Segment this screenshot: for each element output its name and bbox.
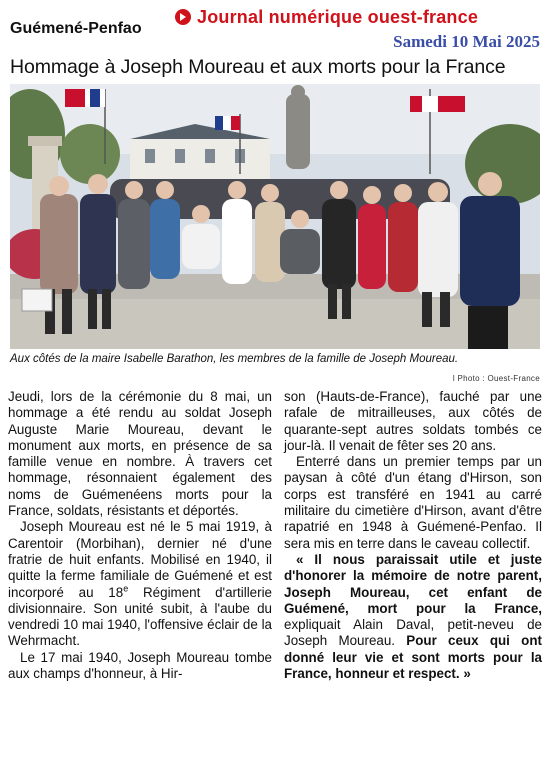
paragraph: Jeudi, lors de la cérémonie du 8 mai, un hommage a été rendu au soldat Joseph Auguste Marie Moureau, devant le monument aux morts, en présence de sa famille venue en nombre. À travers cet hommage, résonnaient également des noms de Guémenéens morts pour la France, soldats, résistants et déportés. bbox=[8, 389, 272, 519]
paragraph: Le 17 mai 1940, Joseph Moureau tombe aux champs d'honneur, à Hir- bbox=[8, 649, 272, 682]
attribution-text: expliquait Alain Daval, petit-neveu de Joseph Moureau. bbox=[284, 617, 542, 649]
ceremony-photo bbox=[10, 84, 540, 349]
brand-name: Journal numérique ouest-france bbox=[197, 6, 479, 27]
article-column-left bbox=[8, 389, 272, 682]
quote-paragraph bbox=[284, 552, 542, 682]
article-column-right bbox=[284, 389, 542, 682]
quote-text: Pour ceux qui ont donné leur vie et sont morts pour la France, honneur et respect. » bbox=[284, 633, 542, 682]
paragraph bbox=[8, 519, 272, 649]
article-headline: Hommage à Joseph Moureau et aux morts pour la France bbox=[10, 56, 506, 78]
issue-date: Samedi 10 Mai 2025 bbox=[393, 32, 540, 51]
brand bbox=[175, 6, 478, 28]
photo-credit: l Photo : Ouest-France bbox=[452, 374, 540, 383]
page-header bbox=[0, 0, 550, 52]
photo-caption: Aux côtés de la maire Isabelle Barathon, les membres de la famille de Joseph Moureau. bbox=[10, 353, 459, 365]
quote-text: « Il nous paraissait utile et juste d'honorer la mémoire de notre parent, Joseph Moureau, cet enfant de Guémené, mort pour la France, bbox=[284, 551, 542, 616]
text-run: Régiment d'artillerie divisionnaire. Son unité subit, à l'aube du vendredi 10 mai 1940, l'offensive éclair de la Wehrmacht. bbox=[8, 584, 272, 649]
paragraph: son (Hauts-de-France), fauché par une rafale de mitrailleuses, aux côtés de quarante-sept autres soldats tombés ce jour-là. Il venait de fêter ses 20 ans. bbox=[284, 389, 542, 453]
text-run: Joseph Moureau est né le 5 mai 1919, à Carentoir (Morbihan), dernier né d'une fratrie de huit enfants. Mobilisé en 1940, il quitte la ferme familiale de Guémené et est incorporé au 18 bbox=[8, 519, 272, 600]
paragraph: Enterré dans un premier temps par un paysan à côté d'un étang d'Hirson, son corps est transféré en 1941 au carré militaire du cimetière d'Hirson, avant d'être rapatrié en 1948 à Guémené-Penfao. Il sera mis en terre dans le caveau collectif. bbox=[284, 454, 542, 551]
town-name: Guémené-Penfao bbox=[10, 20, 142, 37]
superscript: e bbox=[123, 583, 129, 594]
ouest-france-logo-icon bbox=[175, 9, 191, 25]
